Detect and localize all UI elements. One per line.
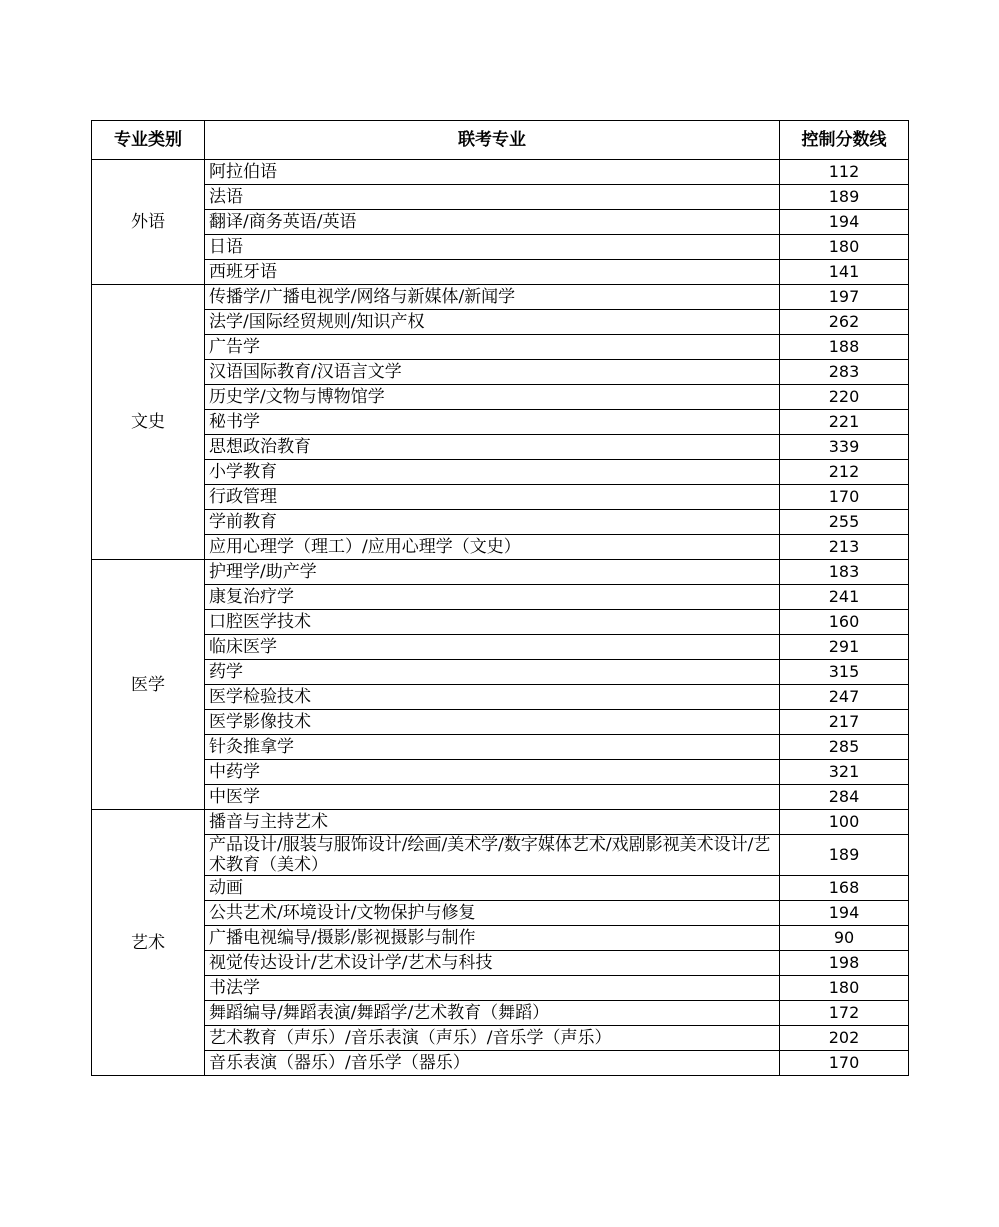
score-cell: 180 xyxy=(780,976,909,1001)
major-cell: 学前教育 xyxy=(205,510,780,535)
score-table-container xyxy=(91,120,908,1076)
table-row xyxy=(92,735,909,760)
score-cell: 170 xyxy=(780,485,909,510)
table-row xyxy=(92,360,909,385)
score-cell: 255 xyxy=(780,510,909,535)
score-cell: 194 xyxy=(780,901,909,926)
table-row xyxy=(92,660,909,685)
score-cell: 213 xyxy=(780,535,909,560)
table-row xyxy=(92,1026,909,1051)
table-row xyxy=(92,876,909,901)
score-cell: 221 xyxy=(780,410,909,435)
major-cell: 医学检验技术 xyxy=(205,685,780,710)
major-cell: 公共艺术/环境设计/文物保护与修复 xyxy=(205,901,780,926)
header-category: 专业类别 xyxy=(92,121,205,160)
table-row xyxy=(92,235,909,260)
major-cell: 针灸推拿学 xyxy=(205,735,780,760)
major-cell: 中医学 xyxy=(205,785,780,810)
table-row xyxy=(92,976,909,1001)
category-cell: 艺术 xyxy=(92,810,205,1076)
score-cell: 168 xyxy=(780,876,909,901)
score-cell: 247 xyxy=(780,685,909,710)
table-row xyxy=(92,535,909,560)
table-row xyxy=(92,260,909,285)
major-cell: 中药学 xyxy=(205,760,780,785)
table-body xyxy=(92,160,909,1076)
major-cell: 传播学/广播电视学/网络与新媒体/新闻学 xyxy=(205,285,780,310)
score-cell: 183 xyxy=(780,560,909,585)
score-cell: 212 xyxy=(780,460,909,485)
major-cell: 药学 xyxy=(205,660,780,685)
category-cell: 医学 xyxy=(92,560,205,810)
table-row xyxy=(92,610,909,635)
major-cell: 舞蹈编导/舞蹈表演/舞蹈学/艺术教育（舞蹈） xyxy=(205,1001,780,1026)
table-row xyxy=(92,685,909,710)
table-row xyxy=(92,160,909,185)
table-row xyxy=(92,760,909,785)
major-cell: 艺术教育（声乐）/音乐表演（声乐）/音乐学（声乐） xyxy=(205,1026,780,1051)
header-score: 控制分数线 xyxy=(780,121,909,160)
table-row xyxy=(92,560,909,585)
table-row xyxy=(92,385,909,410)
major-cell: 医学影像技术 xyxy=(205,710,780,735)
table-row xyxy=(92,635,909,660)
major-cell: 书法学 xyxy=(205,976,780,1001)
table-row xyxy=(92,485,909,510)
table-row xyxy=(92,835,909,876)
score-cell: 284 xyxy=(780,785,909,810)
score-table xyxy=(91,120,909,1076)
score-cell: 217 xyxy=(780,710,909,735)
table-row xyxy=(92,1001,909,1026)
major-cell: 阿拉伯语 xyxy=(205,160,780,185)
score-cell: 194 xyxy=(780,210,909,235)
score-cell: 262 xyxy=(780,310,909,335)
category-cell: 文史 xyxy=(92,285,205,560)
table-row xyxy=(92,926,909,951)
score-cell: 321 xyxy=(780,760,909,785)
table-row xyxy=(92,210,909,235)
major-cell: 日语 xyxy=(205,235,780,260)
table-header-row xyxy=(92,121,909,160)
major-cell: 思想政治教育 xyxy=(205,435,780,460)
table-row xyxy=(92,285,909,310)
major-cell: 法语 xyxy=(205,185,780,210)
table-row xyxy=(92,185,909,210)
major-cell: 法学/国际经贸规则/知识产权 xyxy=(205,310,780,335)
major-cell: 康复治疗学 xyxy=(205,585,780,610)
score-cell: 188 xyxy=(780,335,909,360)
major-cell: 广播电视编导/摄影/影视摄影与制作 xyxy=(205,926,780,951)
major-cell: 音乐表演（器乐）/音乐学（器乐） xyxy=(205,1051,780,1076)
major-cell: 西班牙语 xyxy=(205,260,780,285)
score-cell: 180 xyxy=(780,235,909,260)
table-row xyxy=(92,460,909,485)
score-cell: 100 xyxy=(780,810,909,835)
major-cell: 汉语国际教育/汉语言文学 xyxy=(205,360,780,385)
major-cell: 行政管理 xyxy=(205,485,780,510)
score-cell: 141 xyxy=(780,260,909,285)
table-row xyxy=(92,1051,909,1076)
major-cell: 护理学/助产学 xyxy=(205,560,780,585)
table-row xyxy=(92,810,909,835)
header-major: 联考专业 xyxy=(205,121,780,160)
major-cell: 小学教育 xyxy=(205,460,780,485)
score-cell: 202 xyxy=(780,1026,909,1051)
table-row xyxy=(92,410,909,435)
major-cell: 动画 xyxy=(205,876,780,901)
score-cell: 112 xyxy=(780,160,909,185)
score-cell: 285 xyxy=(780,735,909,760)
score-cell: 90 xyxy=(780,926,909,951)
score-cell: 172 xyxy=(780,1001,909,1026)
major-cell: 历史学/文物与博物馆学 xyxy=(205,385,780,410)
score-cell: 197 xyxy=(780,285,909,310)
major-cell: 视觉传达设计/艺术设计学/艺术与科技 xyxy=(205,951,780,976)
major-cell: 应用心理学（理工）/应用心理学（文史） xyxy=(205,535,780,560)
category-cell: 外语 xyxy=(92,160,205,285)
table-row xyxy=(92,310,909,335)
major-cell: 口腔医学技术 xyxy=(205,610,780,635)
table-row xyxy=(92,785,909,810)
major-cell: 播音与主持艺术 xyxy=(205,810,780,835)
major-cell: 秘书学 xyxy=(205,410,780,435)
score-cell: 315 xyxy=(780,660,909,685)
score-cell: 241 xyxy=(780,585,909,610)
table-row xyxy=(92,510,909,535)
major-cell: 翻译/商务英语/英语 xyxy=(205,210,780,235)
score-cell: 170 xyxy=(780,1051,909,1076)
table-row xyxy=(92,951,909,976)
table-row xyxy=(92,710,909,735)
score-cell: 160 xyxy=(780,610,909,635)
score-cell: 198 xyxy=(780,951,909,976)
table-row xyxy=(92,585,909,610)
score-cell: 283 xyxy=(780,360,909,385)
major-cell: 广告学 xyxy=(205,335,780,360)
table-row xyxy=(92,435,909,460)
table-row xyxy=(92,335,909,360)
score-cell: 291 xyxy=(780,635,909,660)
score-cell: 220 xyxy=(780,385,909,410)
table-row xyxy=(92,901,909,926)
score-cell: 339 xyxy=(780,435,909,460)
score-cell: 189 xyxy=(780,185,909,210)
major-cell: 产品设计/服装与服饰设计/绘画/美术学/数字媒体艺术/戏剧影视美术设计/艺术教育（美术） xyxy=(205,835,780,876)
score-cell: 189 xyxy=(780,835,909,876)
major-cell: 临床医学 xyxy=(205,635,780,660)
